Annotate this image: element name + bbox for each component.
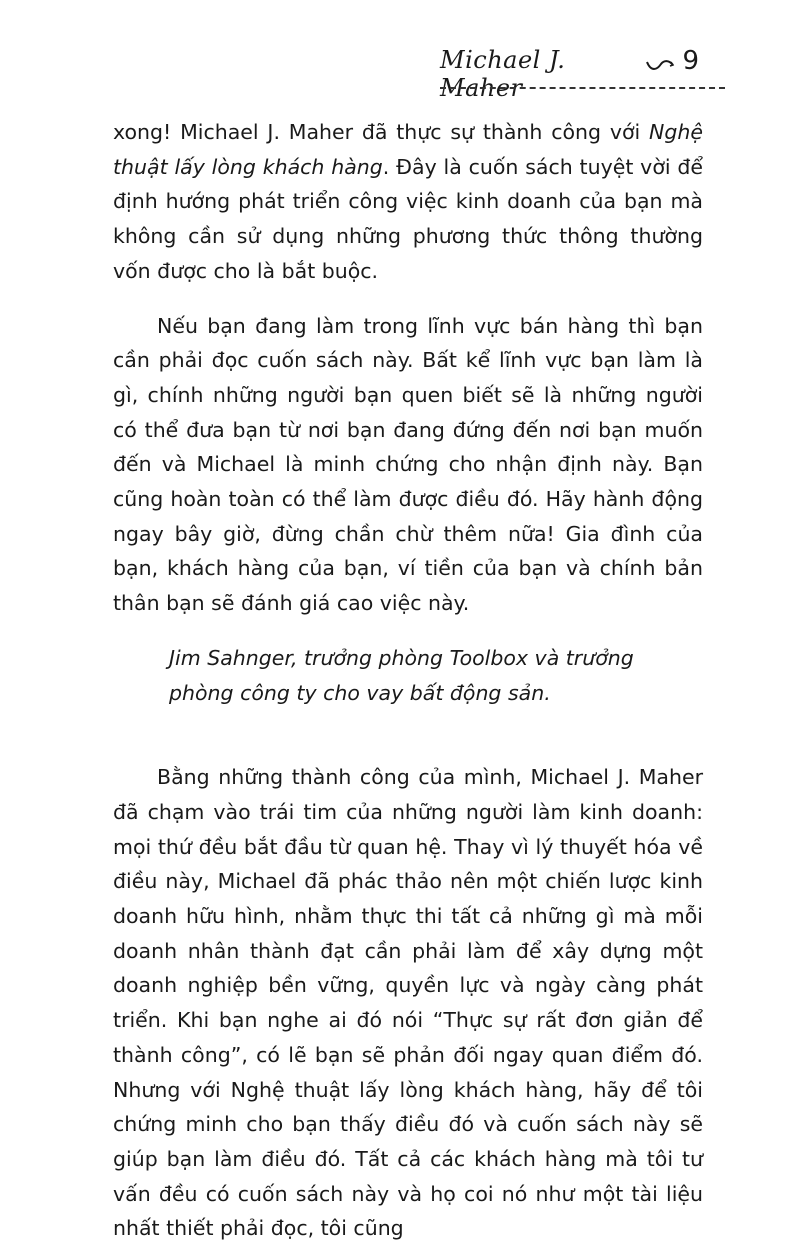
running-title: Michael J. Maher [440, 46, 566, 102]
paragraph-3: Bằng những thành công của mình, Michael J. Maher đã chạm vào trái tim của những người làm kinh doanh: mọi thứ đều bắt đầu từ quan hệ. Thay vì lý thuyết hóa về điều này, Michael đã phác thảo nên một chiến lược kinh doanh hữu hình, nhằm thực thi tất cả những gì mà mỗi doanh nhân thành đạt cần phải làm để xây dựng một doanh nghiệp bền vững, quyền lực và ngày càng phát triển. Khi bạn nghe ai đó nói “Thực sự rất đơn giản để thành công”, có lẽ bạn sẽ phản đối ngay quan điểm đó. Nhưng với Nghệ thuật lấy lòng khách hàng, hãy để tôi chứng minh cho bạn thấy điều đó và cuốn sách này sẽ giúp bạn làm điều đó. Tất cả các khách hàng mà tôi tư vấn đều có cuốn sách này và họ coi nó như một tài liệu nhất thiết phải đọc, tôi cũng [113, 765, 703, 1241]
page-header [440, 46, 725, 102]
paragraph-1-start: xong! Michael J. Maher đã thực sự thành công với [113, 120, 650, 144]
book-title: Nghệ thuật lấy lòng khách hàng [113, 120, 703, 179]
flourish-icon [645, 58, 675, 72]
section-gap [113, 710, 703, 760]
paragraph-gap [113, 621, 703, 641]
paragraph-gap [113, 289, 703, 309]
header-dashed-rule [440, 87, 725, 89]
page-number: 9 [682, 46, 699, 76]
paragraph-1-end: . Đây là cuốn sách tuyệt vời để định hướng phát triển công việc kinh doanh của bạn mà không cần sử dụng những phương thức thông thường vốn được cho là bắt buộc. [113, 154, 703, 283]
paragraph-2: Nếu bạn đang làm trong lĩnh vực bán hàng thì bạn cần phải đọc cuốn sách này. Bất kể lĩnh vực bạn làm là gì, chính những người bạn quen biết sẽ là những người có thể đưa bạn từ nơi bạn đang đứng đến nơi bạn muốn đến và Michael là minh chứng cho nhận định này. Bạn cũng hoàn toàn có thể làm được điều đó. Hãy hành động ngay bây giờ, đừng chần chừ thêm nữa! Gia đình của bạn, khách hàng của bạn, ví tiền của bạn và chính bản thân bạn sẽ đánh giá cao việc này. [113, 313, 703, 616]
paragraph-1 [113, 115, 703, 289]
body-text [113, 115, 703, 1246]
testimonial-attribution: Jim Sahnger, trưởng phòng Toolbox và trưởng phòng công ty cho vay bất động sản. [169, 645, 634, 705]
